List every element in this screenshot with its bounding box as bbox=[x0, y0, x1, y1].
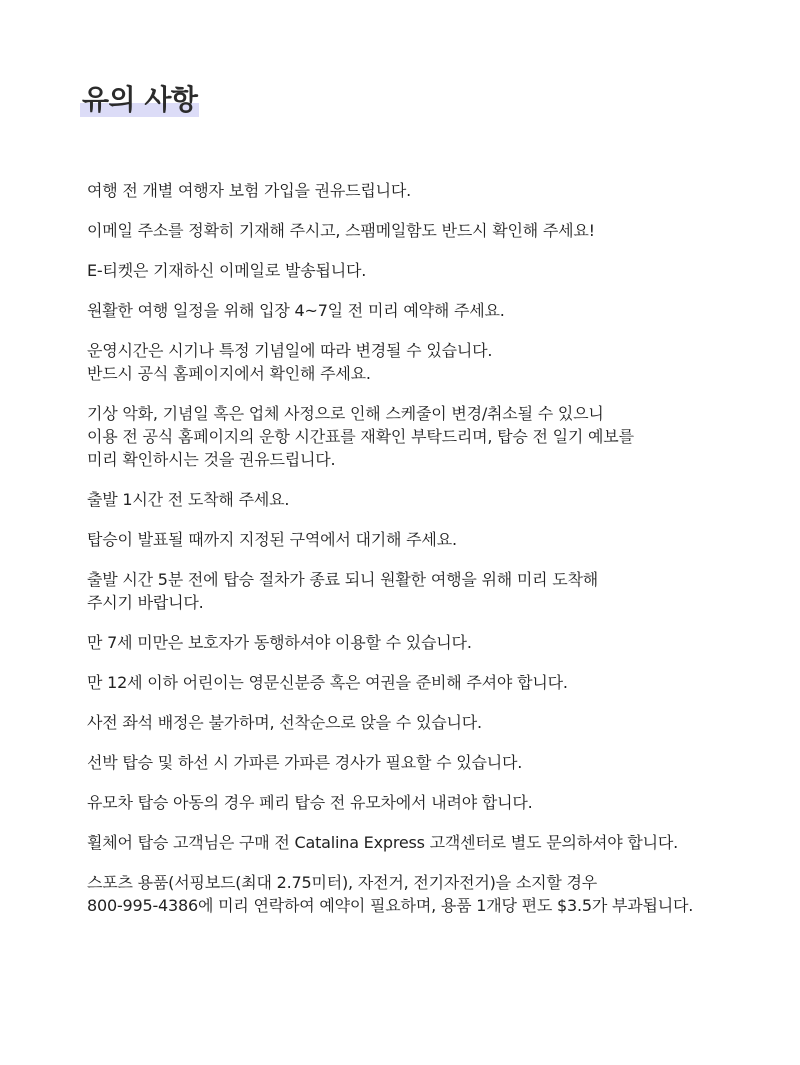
notice-item-guardian: 만 7세 미만은 보호자가 동행하셔야 이용할 수 있습니다. bbox=[87, 633, 472, 652]
notice-item-seating: 사전 좌석 배정은 불가하며, 선착순으로 앉을 수 있습니다. bbox=[87, 713, 482, 732]
notice-item-email: 이메일 주소를 정확히 기재해 주시고, 스팸메일함도 반드시 확인해 주세요! bbox=[87, 221, 595, 240]
page-title: 유의 사항 bbox=[80, 80, 199, 120]
notice-item-waiting: 탑승이 발표될 때까지 지정된 구역에서 대기해 주세요. bbox=[87, 530, 457, 549]
notice-item-arrival: 출발 1시간 전 도착해 주세요. bbox=[87, 490, 290, 509]
notice-list bbox=[87, 179, 793, 934]
notice-item-sports-equipment: 스포츠 용품(서핑보드(최대 2.75미터), 자전거, 전기자전거)을 소지할 경우 800-995-4386에 미리 연락하여 예약이 필요하며, 용품 1개당 편도 $3.5가 부과됩니다. bbox=[87, 873, 694, 915]
notice-item-boarding-close: 출발 시간 5분 전에 탑승 절차가 종료 되니 원활한 여행을 위해 미리 도착해 주시기 바랍니다. bbox=[87, 570, 599, 612]
notice-item-wheelchair: 휠체어 탑승 고객님은 구매 전 Catalina Express 고객센터로 별도 문의하셔야 합니다. bbox=[87, 833, 679, 852]
notice-item-hours: 운영시간은 시기나 특정 기념일에 따라 변경될 수 있습니다. 반드시 공식 홈페이지에서 확인해 주세요. bbox=[87, 341, 493, 383]
notice-item-ramp: 선박 탑승 및 하선 시 가파른 가파른 경사가 필요할 수 있습니다. bbox=[87, 753, 523, 772]
notice-item-reservation: 원활한 여행 일정을 위해 입장 4~7일 전 미리 예약해 주세요. bbox=[87, 301, 505, 320]
notice-item-weather: 기상 악화, 기념일 혹은 업체 사정으로 인해 스케줄이 변경/취소될 수 있으니 이용 전 공식 홈페이지의 운항 시간표를 재확인 부탁드리며, 탑승 전 일기 예보를 미리 확인하시는 것을 권유드립니다. bbox=[87, 404, 634, 469]
notice-item-insurance: 여행 전 개별 여행자 보험 가입을 권유드립니다. bbox=[87, 181, 412, 200]
notice-item-eticket: E-티켓은 기재하신 이메일로 발송됩니다. bbox=[87, 261, 367, 280]
title-block bbox=[80, 80, 199, 120]
notice-item-stroller: 유모차 탑승 아동의 경우 페리 탑승 전 유모차에서 내려야 합니다. bbox=[87, 793, 533, 812]
notice-item-children-id: 만 12세 이하 어린이는 영문신분증 혹은 여권을 준비해 주셔야 합니다. bbox=[87, 673, 568, 692]
